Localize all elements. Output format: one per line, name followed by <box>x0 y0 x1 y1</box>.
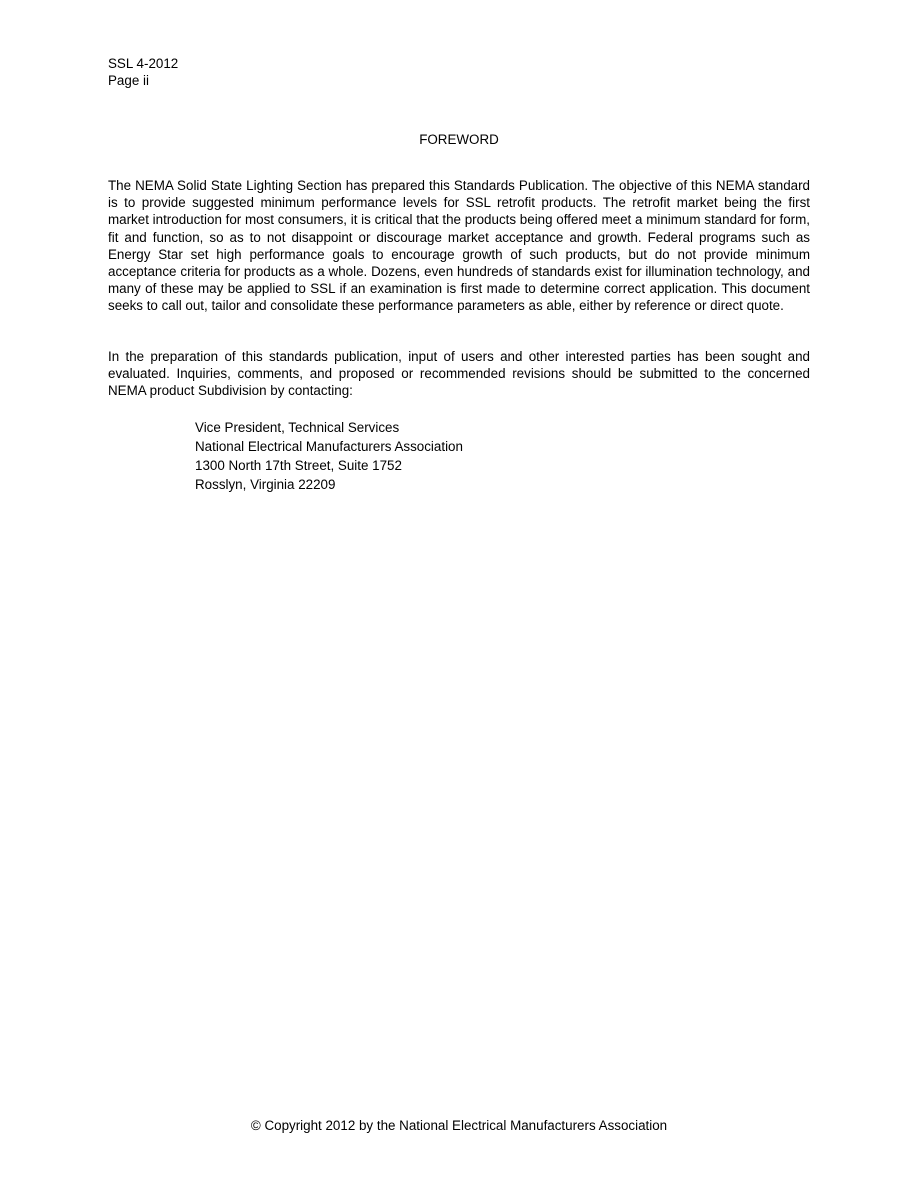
foreword-paragraph-2: In the preparation of this standards publication, input of users and other interested parties has been sought and evaluated. Inquiries, comments, and proposed or recommended revisions should be submitted to the concerned NEMA product Subdivision by contacting: <box>108 349 810 399</box>
address-line-organization: National Electrical Manufacturers Association <box>195 439 463 454</box>
page-header <box>108 55 178 89</box>
address-line-title: Vice President, Technical Services <box>195 420 400 435</box>
address-line-street: 1300 North 17th Street, Suite 1752 <box>195 458 402 473</box>
address-line-city: Rosslyn, Virginia 22209 <box>195 477 336 492</box>
copyright-footer: © Copyright 2012 by the National Electrical Manufacturers Association <box>250 1118 668 1133</box>
foreword-paragraph-1: The NEMA Solid State Lighting Section has prepared this Standards Publication. The objective of this NEMA standard is to provide suggested minimum performance levels for SSL retrofit products. The retrofit market being the first market introduction for most consumers, it is critical that the products being offered meet a minimum standard for form, fit and function, so as to not disappoint or discourage market acceptance and growth. Federal programs such as Energy Star set high performance goals to encourage growth of such products, but do not provide minimum acceptance criteria for products as a whole. Dozens, even hundreds of standards exist for illumination technology, and many of these may be applied to SSL if an examination is first made to determine correct application. This document seeks to call out, tailor and consolidate these performance parameters as able, either by reference or direct quote. <box>108 178 810 314</box>
page-number: Page ii <box>108 73 149 88</box>
contact-address <box>195 418 463 494</box>
section-title: FOREWORD <box>419 132 499 147</box>
document-id: SSL 4-2012 <box>108 56 179 71</box>
